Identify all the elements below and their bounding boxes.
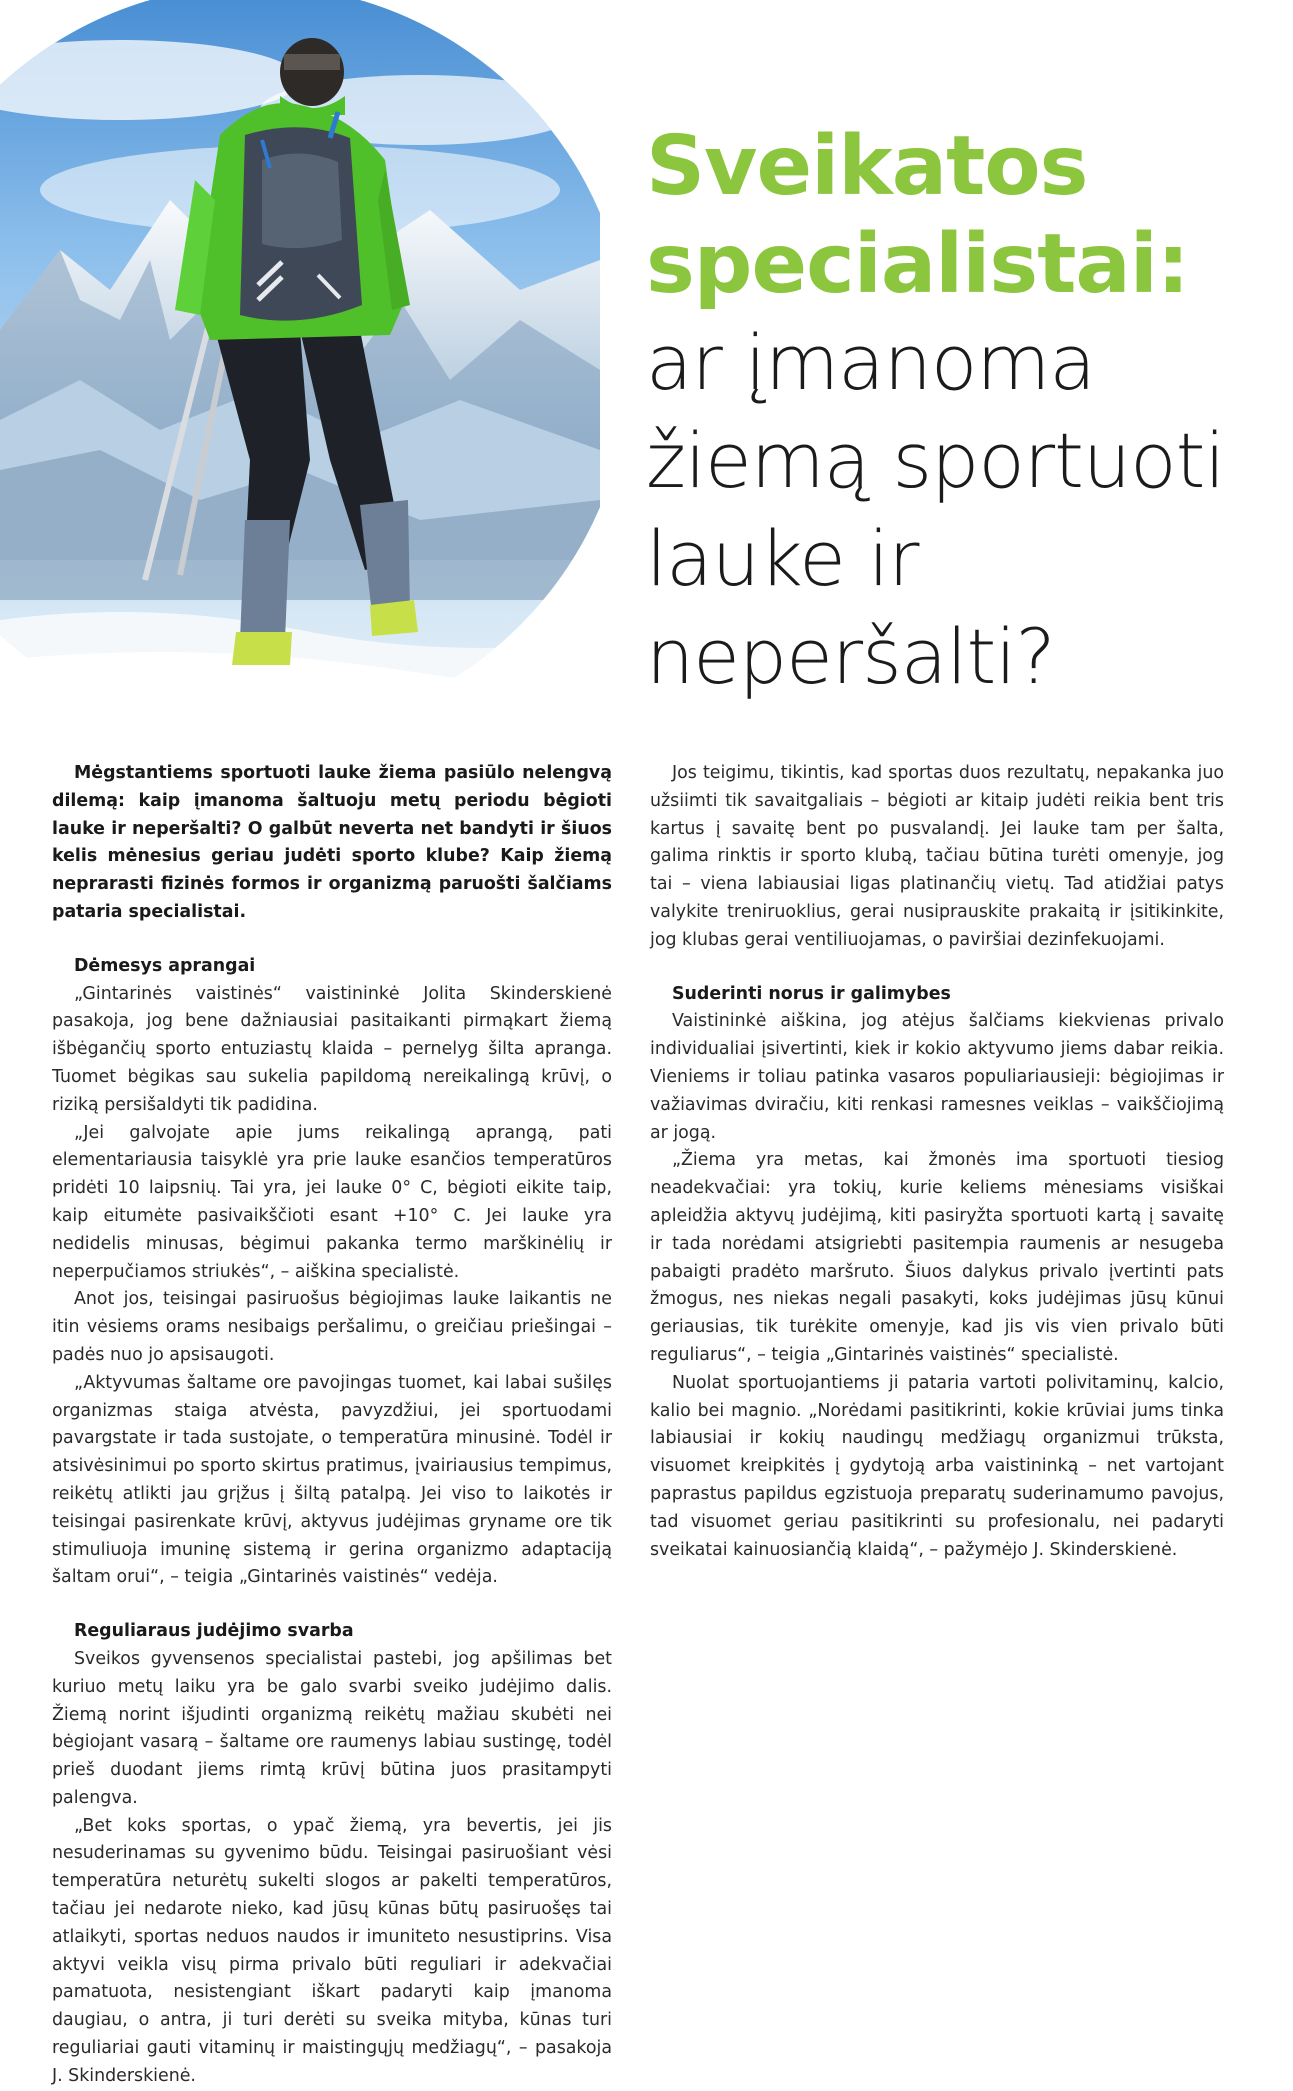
paragraph: Vaistininkė aiškina, jog atėjus šalčiams kiekvienas privalo individualiai įsivertinti, kiek ir kokio aktyvumo jiems dabar reikia. Vieniems ir toliau patinka vasaros populiariausieji: bėgiojimas ir važiavimas dviračiu, kiti renkasi ramesnes veiklas – vaikščiojimą ar jogą.	[650, 1011, 1224, 1143]
paragraph: „Aktyvumas šaltame ore pavojingas tuomet, kai labai sušilęs organizmas staiga atvėsta, pavyzdžiui, jei sportuodami pavargstate ir tada sustojate, o temperatūra minusinė. Todėl ir atsivėsinimui po sporto skirtus pratimus, įvairiausius tempimus, reikėtų atlikti jau grįžus į šiltą patalpą. Jei viso to laikotės ir teisingai pasirenkate krūvį, aktyvus judėjimas gryname ore tik stimuliuoja imuninę sistemą ir gerina organizmo adaptaciją šaltam orui“, – teigia „Gintarinės vaistinės“ vedėja.	[52, 1372, 612, 1588]
paragraph: „Žiema yra metas, kai žmonės ima sportuoti tiesiog neadekvačiai: yra tokių, kurie keliems mėnesiams visiškai apleidžia aktyvų judėjimą, kiti pasiryžta sportuoti kartą į savaitę ir tada norėdami atsigriebti pasitempia raumenis ar nesugeba pabaigti pradėto maršruto. Šiuos dalykus privalo įvertinti pats žmogus, nes niekas negali pasakyti, koks judėjimas jūsų kūnui geriausias, tik turėkite omenyje, kad jis vis vien privalo būti reguliarus“, – teigia „Gintarinės vaistinės“ specialistė.	[650, 1150, 1224, 1365]
headline-line: specialistai:	[646, 217, 1189, 312]
section-heading: Suderinti norus ir galimybes	[672, 983, 951, 1004]
headline-line: neperšalti?	[646, 612, 1055, 701]
hero-image	[0, 0, 600, 730]
article-column-left	[52, 760, 612, 2091]
paragraph: Sveikos gyvensenos specialistai pastebi, jog apšilimas bet kuriuo metų laiku yra be galo svarbi sveiko judėjimo dalis. Žiemą norint išjudinti organizmą reikėtų mažiau skubėti nei bėgiojant vasarą – šaltame ore raumenys labiau sustingę, todėl prieš duodant jiems rimtą krūvį būtina juos prasitampyti palengva.	[52, 1648, 612, 1808]
article-lead: Mėgstantiems sportuoti lauke žiema pasiūlo nelengvą dilemą: kaip įmanoma šaltuoju metų periodu bėgioti lauke ir neperšalti? O galbūt neverta net bandyti ir šiuos kelis mėnesius geriau judėti sporto klube? Kaip žiemą neprarasti fizinės formos ir organizmą paruošti šalčiams pataria specialistai.	[52, 763, 612, 922]
headline-line: žiemą sportuoti	[646, 416, 1225, 505]
article-column-right	[650, 760, 1224, 1564]
paragraph: Jos teigimu, tikintis, kad sportas duos rezultatų, nepakanka juo užsiimti tik savaitgaliais – bėgioti ar kitaip judėti reikia bent tris kartus į savaitę bent po pusvalandį. Jei lauke tam per šalta, galima rinktis ir sporto klubą, tačiau būtina turėti omenyje, jog tai – viena labiausiai ligas platinančių vietų. Tad atidžiai patys valykite treniruoklius, gerai nusiprauskite prakaitą ir įsitikinkite, jog klubas gerai ventiliuojamas, o paviršiai dezinfekuojami.	[650, 763, 1224, 950]
section-heading: Reguliaraus judėjimo svarba	[74, 1621, 354, 1642]
paragraph: „Jei galvojate apie jums reikalingą aprangą, pati elementariausia taisyklė yra prie lauke esančios temperatūros pridėti 10 laipsnių. Tai yra, jei lauke 0° C, bėgioti eikite taip, kaip eitumėte pasivaikščioti esant +10° C. Jei lauke yra nedidelis minusas, bėgimui pakanka termo marškinėlių ir neperpučiamos striukės“, – aiškina specialistė.	[52, 1122, 612, 1282]
paragraph: Anot jos, teisingai pasiruošus bėgiojimas lauke laikantis ne itin vėsiems orams nesibaigs peršalimu, o greičiau priešingai – padės nuo jo apsisaugoti.	[52, 1289, 612, 1365]
paragraph: Nuolat sportuojantiems ji pataria vartoti polivitaminų, kalcio, kalio bei magnio. „Norėdami pasitikrinti, kokie krūviai jums tinka labiausiai ir kokių naudingų medžiagų organizmui trūksta, visuomet kreipkitės į gydytoją arba vaistininką – net vartojant paprastus papildus egzistuoja preparatų suderinamumo pavojus, tad visuomet geriau pasitikrinti su profesionalu, nei padaryti sveikatai kainuosiančią klaidą“, – pažymėjo J. Skinderskienė.	[650, 1372, 1224, 1560]
headline-line: ar įmanoma	[646, 318, 1095, 407]
article-headline	[646, 118, 1266, 706]
headline-line: Sveikatos	[646, 119, 1088, 214]
paragraph: „Gintarinės vaistinės“ vaistininkė Jolita Skinderskienė pasakoja, jog bene dažniausiai pasitaikanti pirmąkart žiemą išbėgančių sporto entuziastų klaida – pernelyg šilta apranga. Tuomet bėgikas sau sukelia papildomą nereikalingą krūvį, o riziką persišaldyti tik padidina.	[52, 983, 612, 1115]
section-heading: Dėmesys aprangai	[74, 955, 256, 976]
paragraph: „Bet koks sportas, o ypač žiemą, yra bevertis, jei jis nesuderinamas su gyvenimo būdu. Teisingai pasiruošiant vėsi temperatūra neturėtų sukelti slogos ar pakelti temperatūros, tačiau jei nedarote nieko, kad jūsų kūnas būtų pasiruošęs tai atlaikyti, sportas neduos naudos ir imuniteto nesustiprins. Visa aktyvi veikla visų pirma privalo būti reguliari ir adekvačiai pamatuota, nesistengiant iškart padaryti kaip įmanoma daugiau, o antra, ji turi derėti su sveika mityba, kūnas turi reguliariai gauti vitaminų ir maistingųjų medžiagų“, – pasakoja J. Skinderskienė.	[52, 1815, 612, 2086]
headline-line: lauke ir	[646, 514, 919, 603]
